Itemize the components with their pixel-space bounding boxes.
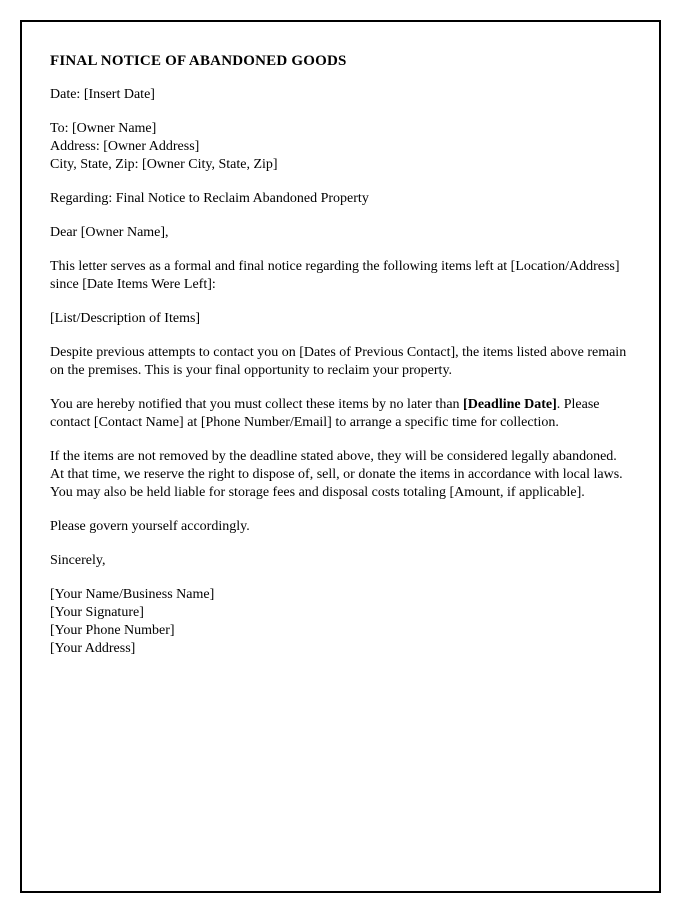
deadline-date-placeholder: [Deadline Date]: [463, 397, 557, 412]
recipient-city-state-zip-line: City, State, Zip: [Owner City, State, Zip]: [50, 157, 278, 172]
deadline-text-before: You are hereby notified that you must collect these items by no later than: [50, 397, 464, 412]
date-line: Date: [Insert Date]: [50, 87, 155, 102]
deadline-paragraph: [50, 396, 631, 432]
regarding-line: Regarding: Final Notice to Reclaim Abandoned Property: [50, 191, 369, 206]
consequences-paragraph: If the items are not removed by the deadline stated above, they will be considered legally abandoned. At that time, we reserve the right to dispose of, sell, or donate the items in accordance with local laws. You may also be held liable for storage fees and disposal costs totaling [Amount, if applicable].: [50, 449, 623, 500]
signature-address-line: [Your Address]: [50, 641, 136, 656]
signature-block: [50, 586, 631, 658]
recipient-address-line: Address: [Owner Address]: [50, 139, 200, 154]
signature-phone-line: [Your Phone Number]: [50, 623, 175, 638]
signature-name-line: [Your Name/Business Name]: [50, 587, 215, 602]
recipient-block: [50, 120, 631, 174]
intro-paragraph: This letter serves as a formal and final notice regarding the following items left at [Location/Address] since [Date Items Were Left]:: [50, 259, 620, 292]
previous-contact-paragraph: Despite previous attempts to contact you on [Dates of Previous Contact], the items listed above remain on the premises. This is your final opportunity to reclaim your property.: [50, 345, 627, 378]
signature-signature-line: [Your Signature]: [50, 605, 144, 620]
letter-title: FINAL NOTICE OF ABANDONED GOODS: [50, 53, 347, 69]
salutation: Dear [Owner Name],: [50, 225, 169, 240]
sign-off: Sincerely,: [50, 553, 106, 568]
items-placeholder: [List/Description of Items]: [50, 311, 201, 326]
closing-line: Please govern yourself accordingly.: [50, 519, 250, 534]
deadline-text-after: . Please contact [Contact Name] at [Phone Number/Email] to arrange a specific time for collection.: [50, 397, 600, 430]
letter-page: [20, 20, 661, 893]
recipient-name-line: To: [Owner Name]: [50, 121, 157, 136]
